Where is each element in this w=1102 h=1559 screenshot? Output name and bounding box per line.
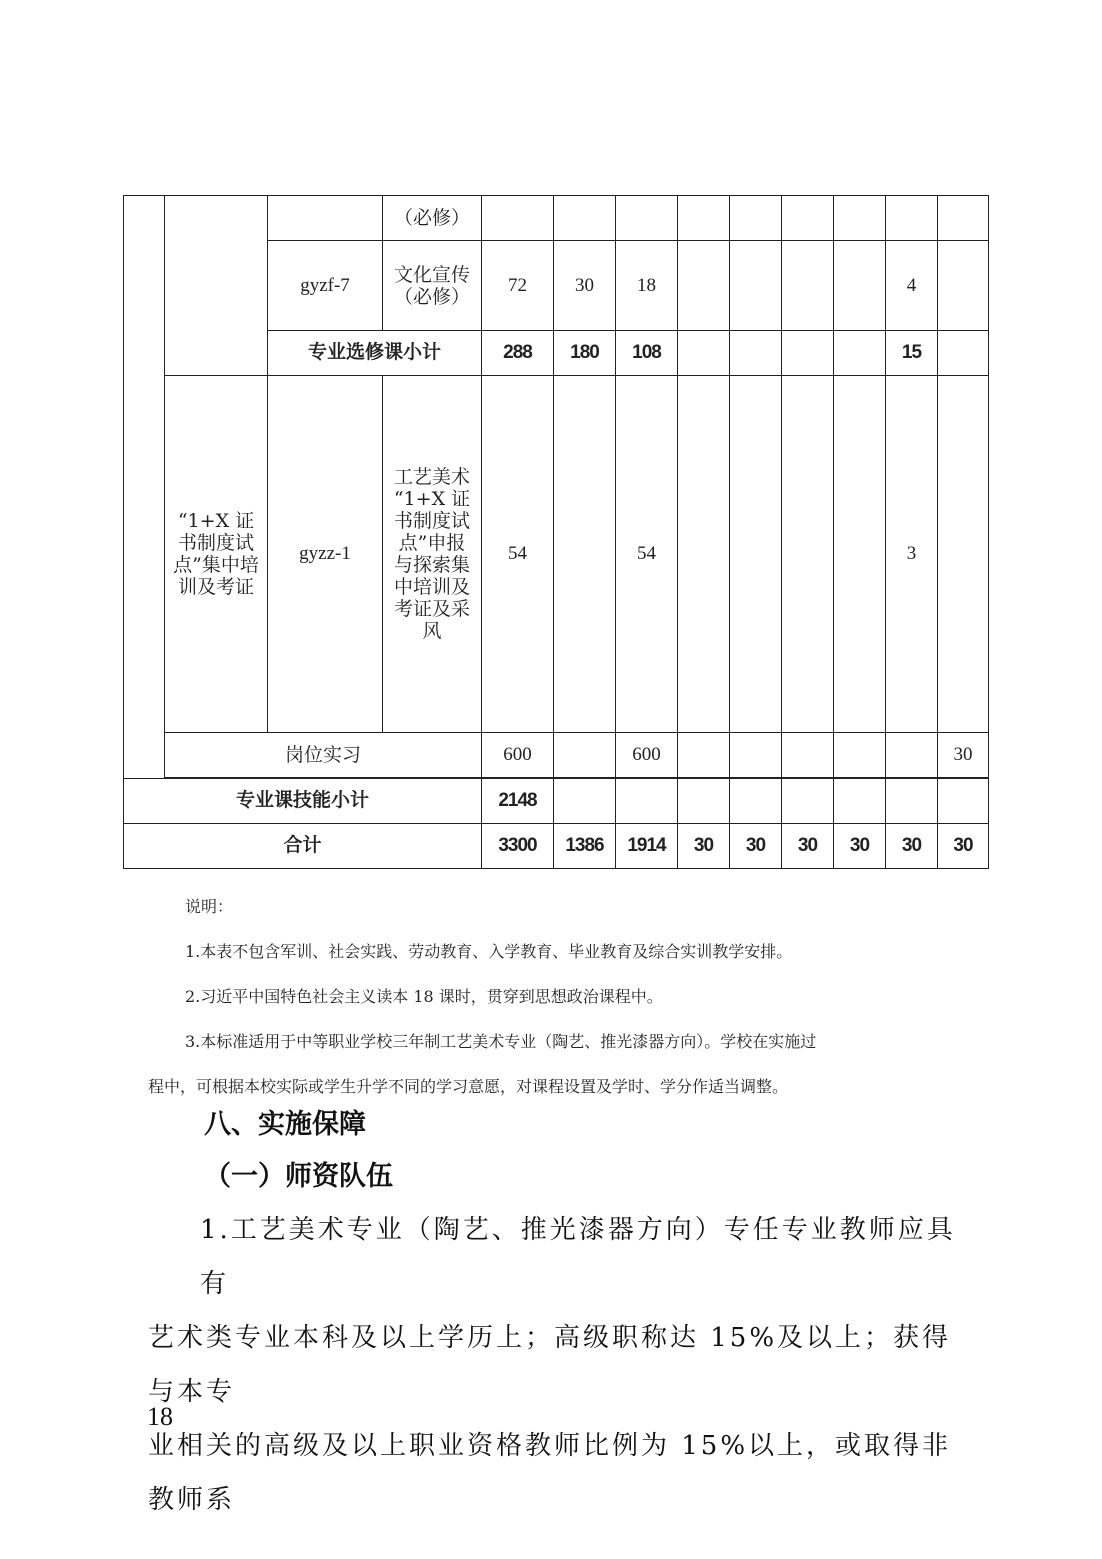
term-credit: 30 xyxy=(938,824,989,869)
table-row xyxy=(124,196,989,241)
table-row xyxy=(124,824,989,869)
note-item: 3.本标准适用于中等职业学校三年制工艺美术专业（陶艺、推光漆器方向）。学校在实施过 xyxy=(185,1032,817,1051)
total-hours: 3300 xyxy=(482,824,554,869)
table-row xyxy=(124,376,989,733)
note-item: 2.习近平中国特色社会主义读本 18 课时，贯穿到思想政治课程中。 xyxy=(185,987,663,1006)
term-credit: 30 xyxy=(886,824,938,869)
course-name-line: （必修） xyxy=(393,285,470,308)
course-name-line: 与探索集 xyxy=(393,554,470,576)
course-code: gyzz-1 xyxy=(268,376,383,733)
course-name-line: 工艺美术 xyxy=(393,466,470,488)
course-name-cell xyxy=(383,376,482,733)
note-item-continuation: 程中，可根据本校实际或学生升学不同的学习意愿，对课程设置及学时、学分作适当调整。 xyxy=(148,1077,789,1096)
term-credit: 3 xyxy=(886,376,938,733)
course-name-line: 考证及采 xyxy=(393,598,470,620)
category-line: “1+X 证 xyxy=(177,510,255,532)
table-row xyxy=(124,779,989,824)
category-line: 点”集中培 xyxy=(173,554,259,576)
term-credit: 30 xyxy=(938,733,989,778)
course-name-line: 文化宣传 xyxy=(393,263,470,286)
course-name-cell xyxy=(383,241,482,331)
course-name-line: “1+X 证 xyxy=(393,488,471,510)
theory-hours: 180 xyxy=(554,331,616,376)
practice-hours: 18 xyxy=(616,241,678,331)
theory-hours: 30 xyxy=(554,241,616,331)
course-name-line: 书制度试 xyxy=(393,510,470,532)
skill-subtotal-label: 专业课技能小计 xyxy=(124,779,482,824)
paragraph-line: 艺术类专业本科及以上学历上；高级职称达 15%及以上；获得与本专 xyxy=(148,1323,952,1407)
page-number: 18 xyxy=(147,1402,173,1431)
total-hours: 600 xyxy=(482,733,554,778)
internship-label: 岗位实习 xyxy=(165,733,482,778)
category-line: 书制度试 xyxy=(177,532,254,554)
notes-title: 说明： xyxy=(185,897,234,916)
term-credit: 30 xyxy=(782,824,834,869)
term-credit: 30 xyxy=(730,824,782,869)
practice-hours: 108 xyxy=(616,331,678,376)
category-col-outer xyxy=(124,196,165,779)
theory-hours: 1386 xyxy=(554,824,616,869)
total-hours: 72 xyxy=(482,241,554,331)
course-name-line: 中培训及 xyxy=(393,576,470,598)
category-line: 训及考证 xyxy=(177,576,254,598)
table-row xyxy=(124,733,989,778)
note-item: 1.本表不包含军训、社会实践、劳动教育、入学教育、毕业教育及综合实训教学安排。 xyxy=(185,942,793,961)
practice-hours: 54 xyxy=(616,376,678,733)
category-cell xyxy=(165,376,268,733)
code-cell xyxy=(268,196,383,241)
total-hours: 54 xyxy=(482,376,554,733)
paragraph-line: 1.工艺美术专业（陶艺、推光漆器方向）专任专业教师应具有 xyxy=(200,1215,956,1299)
course-name-cell: （必修） xyxy=(383,196,482,241)
term-credit: 30 xyxy=(678,824,730,869)
total-hours: 2148 xyxy=(482,779,554,824)
practice-hours: 600 xyxy=(616,733,678,778)
section-title: 八、实施保障 xyxy=(204,1109,366,1140)
course-code: gyzf-7 xyxy=(268,241,383,331)
table-notes xyxy=(148,884,978,1109)
subsection-title: （一）师资队伍 xyxy=(204,1161,393,1192)
course-table xyxy=(123,195,989,869)
term-credit: 30 xyxy=(834,824,886,869)
practice-hours: 1914 xyxy=(616,824,678,869)
course-name-line: 点”申报 xyxy=(398,532,466,554)
term-credit: 4 xyxy=(886,241,938,331)
elective-subtotal-label: 专业选修课小计 xyxy=(268,331,482,376)
total-hours: 288 xyxy=(482,331,554,376)
category-col-elective xyxy=(165,196,268,376)
paragraph-line: 业相关的高级及以上职业资格教师比例为 15%以上，或取得非教师系 xyxy=(148,1431,952,1515)
grand-total-label: 合计 xyxy=(124,824,482,869)
term-credit: 15 xyxy=(886,331,938,376)
body-paragraph xyxy=(148,1203,968,1527)
course-name-line: 风 xyxy=(422,620,442,642)
